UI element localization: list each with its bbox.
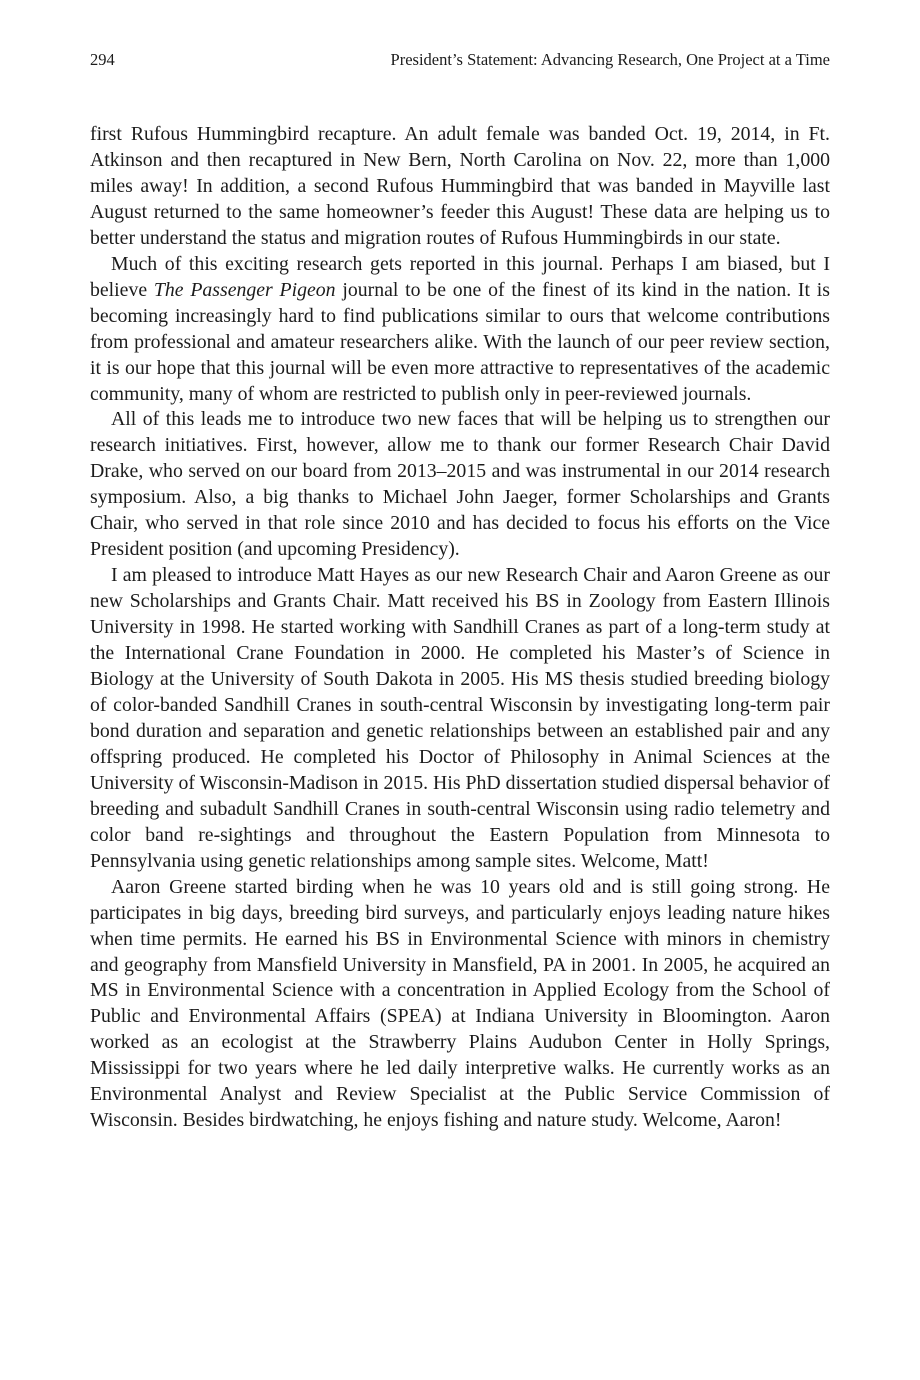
- paragraph-5: Aaron Greene started birding when he was 10 years old and is still going strong. He participates in big days, breeding bird surveys, and particularly enjoys leading nature hikes when time permits. He earned his BS in Environmental Science with minors in chemistry and geography from Mansfield University in Mansfield, PA in 2001. In 2005, he acquired an MS in Environmental Science with a concentration in Applied Ecology from the School of Public and Environmental Affairs (SPEA) at Indiana University in Bloomington. Aaron worked as an ecologist at the Strawberry Plains Audubon Center in Holly Springs, Mississippi for two years where he led daily interpretive walks. He currently works as an Environmental Analyst and Review Specialist at the Public Service Commission of Wisconsin. Besides birdwatching, he enjoys fishing and nature study. Welcome, Aaron!: [90, 875, 830, 1132]
- paragraph-2-text-end: journal to be one of the finest of its kind in the nation. It is becoming increasingly hard to find publications similar to ours that welcome contributions from professional and amateur researchers alike. With the launch of our peer review section, it is our hope that this journal will be even more attractive to representatives of the academic community, many of whom are restricted to publish only in peer-reviewed journals.: [90, 278, 830, 405]
- body-text: [90, 122, 830, 1134]
- page-number: 294: [90, 50, 115, 69]
- paragraph-2-text-start: Much of this exciting research gets reported in this journal. Perhaps I am biased, but I believe: [90, 252, 830, 301]
- running-header: [90, 48, 830, 72]
- paragraph-4: I am pleased to introduce Matt Hayes as our new Research Chair and Aaron Greene as our new Scholarships and Grants Chair. Matt received his BS in Zoology from Eastern Illinois University in 1998. He started working with Sandhill Cranes as part of a long-term study at the International Crane Foundation in 2000. He completed his Master’s of Science in Biology at the University of South Dakota in 2005. His MS thesis studied breeding biology of color-banded Sandhill Cranes in south-central Wisconsin by investigating long-term pair bond duration and separation and genetic relationships between an established pair and any offspring produced. He completed his Doctor of Philosophy in Animal Sciences at the University of Wisconsin-Madison in 2015. His PhD dissertation studied dispersal behavior of breeding and subadult Sandhill Cranes in south-central Wisconsin using radio telemetry and color band re-sightings and throughout the Eastern Population from Minnesota to Pennsylvania using genetic relationships among sample sites. Welcome, Matt!: [90, 564, 830, 872]
- paragraph-3: All of this leads me to introduce two new faces that will be helping us to strengthen our research initiatives. First, however, allow me to thank our former Research Chair David Drake, who served on our board from 2013–2015 and was instrumental in our 2014 research symposium. Also, a big thanks to Michael John Jaeger, former Scholarships and Grants Chair, who served in that role since 2010 and has decided to focus his efforts on the Vice President position (and upcoming Presidency).: [90, 408, 830, 561]
- journal-title: The Passenger Pigeon: [153, 278, 336, 301]
- paragraph-1: first Rufous Hummingbird recapture. An adult female was banded Oct. 19, 2014, in Ft. Atkinson and then recaptured in New Bern, North Carolina on Nov. 22, more than 1,000 miles away! In addition, a second Rufous Hummingbird that was banded in Mayville last August returned to the same homeowner’s feeder this August! These data are helping us to better understand the status and migration routes of Rufous Hummingbirds in our state.: [90, 123, 830, 249]
- running-title: President’s Statement: Advancing Research, One Project at a Time: [390, 50, 830, 69]
- paragraph-2: [90, 252, 830, 408]
